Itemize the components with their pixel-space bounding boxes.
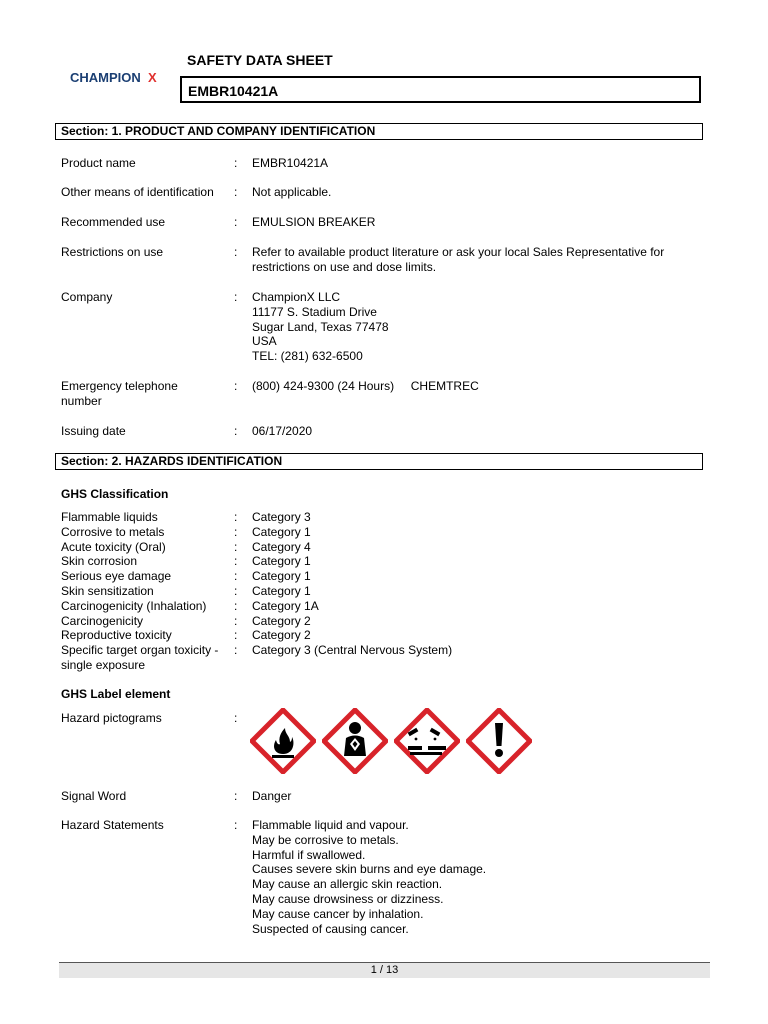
row-value: (800) 424-9300 (24 Hours) CHEMTREC: [252, 379, 479, 393]
corrosion-icon: [394, 708, 460, 774]
row-label: Recommended use: [61, 215, 166, 229]
row-value: EMULSION BREAKER: [252, 215, 376, 229]
row-value: 06/17/2020: [252, 424, 313, 438]
row-label: Signal Word: [61, 789, 127, 803]
list-item: Causes severe skin burns and eye damage.: [252, 862, 487, 877]
list-item: Suspected of causing cancer.: [252, 921, 409, 936]
championx-logo: [70, 68, 170, 88]
list-item: May cause an allergic skin reaction.: [252, 877, 443, 892]
section-1-header: Section: 1. PRODUCT AND COMPANY IDENTIFICATION: [55, 123, 703, 140]
product-code: EMBR10421A: [188, 83, 279, 99]
row-value: EMBR10421A: [252, 156, 329, 170]
page-footer: [59, 962, 710, 978]
row-value: Refer to available product literature or ask your local Sales Representative for restrictions on use and dose limits.: [252, 245, 665, 274]
row-value: Not applicable.: [252, 185, 332, 199]
row-label: Issuing date: [61, 424, 126, 438]
hazard-statements-list: [252, 818, 702, 936]
exclamation-mark-icon: [466, 708, 532, 774]
list-item: May cause cancer by inhalation.: [252, 906, 424, 921]
svg-text:CHAMPION: CHAMPION: [70, 70, 141, 85]
section-2-header: Section: 2. HAZARDS IDENTIFICATION: [55, 453, 703, 470]
list-item: May be corrosive to metals.: [252, 832, 399, 847]
ghs-classification-title: GHS Classification: [61, 487, 169, 501]
page-number: 1 / 13: [370, 964, 399, 976]
row-label: Hazard pictograms: [61, 711, 162, 725]
row-label: Other means of identification: [61, 185, 214, 199]
signal-word: Danger: [252, 789, 292, 803]
product-code-box: [180, 76, 701, 103]
row-label: Emergency telephone number: [61, 379, 178, 408]
row-label: Hazard Statements: [61, 818, 164, 832]
row-label: Company: [61, 290, 113, 304]
document-title: SAFETY DATA SHEET: [187, 52, 333, 68]
health-hazard-icon: [322, 708, 388, 774]
list-item: Flammable liquid and vapour.: [252, 818, 409, 832]
flame-icon: [250, 708, 316, 774]
row-label: Product name: [61, 156, 136, 170]
list-item: May cause drowsiness or dizziness.: [252, 891, 444, 906]
row-label: Restrictions on use: [61, 245, 164, 259]
svg-text:X: X: [148, 70, 157, 85]
company-address: ChampionX LLC 11177 S. Stadium Drive Sugar Land, Texas 77478 USA TEL: (281) 632-6500: [252, 290, 389, 364]
list-item: Harmful if swallowed.: [252, 847, 366, 862]
ghs-label-title: GHS Label element: [61, 687, 171, 701]
